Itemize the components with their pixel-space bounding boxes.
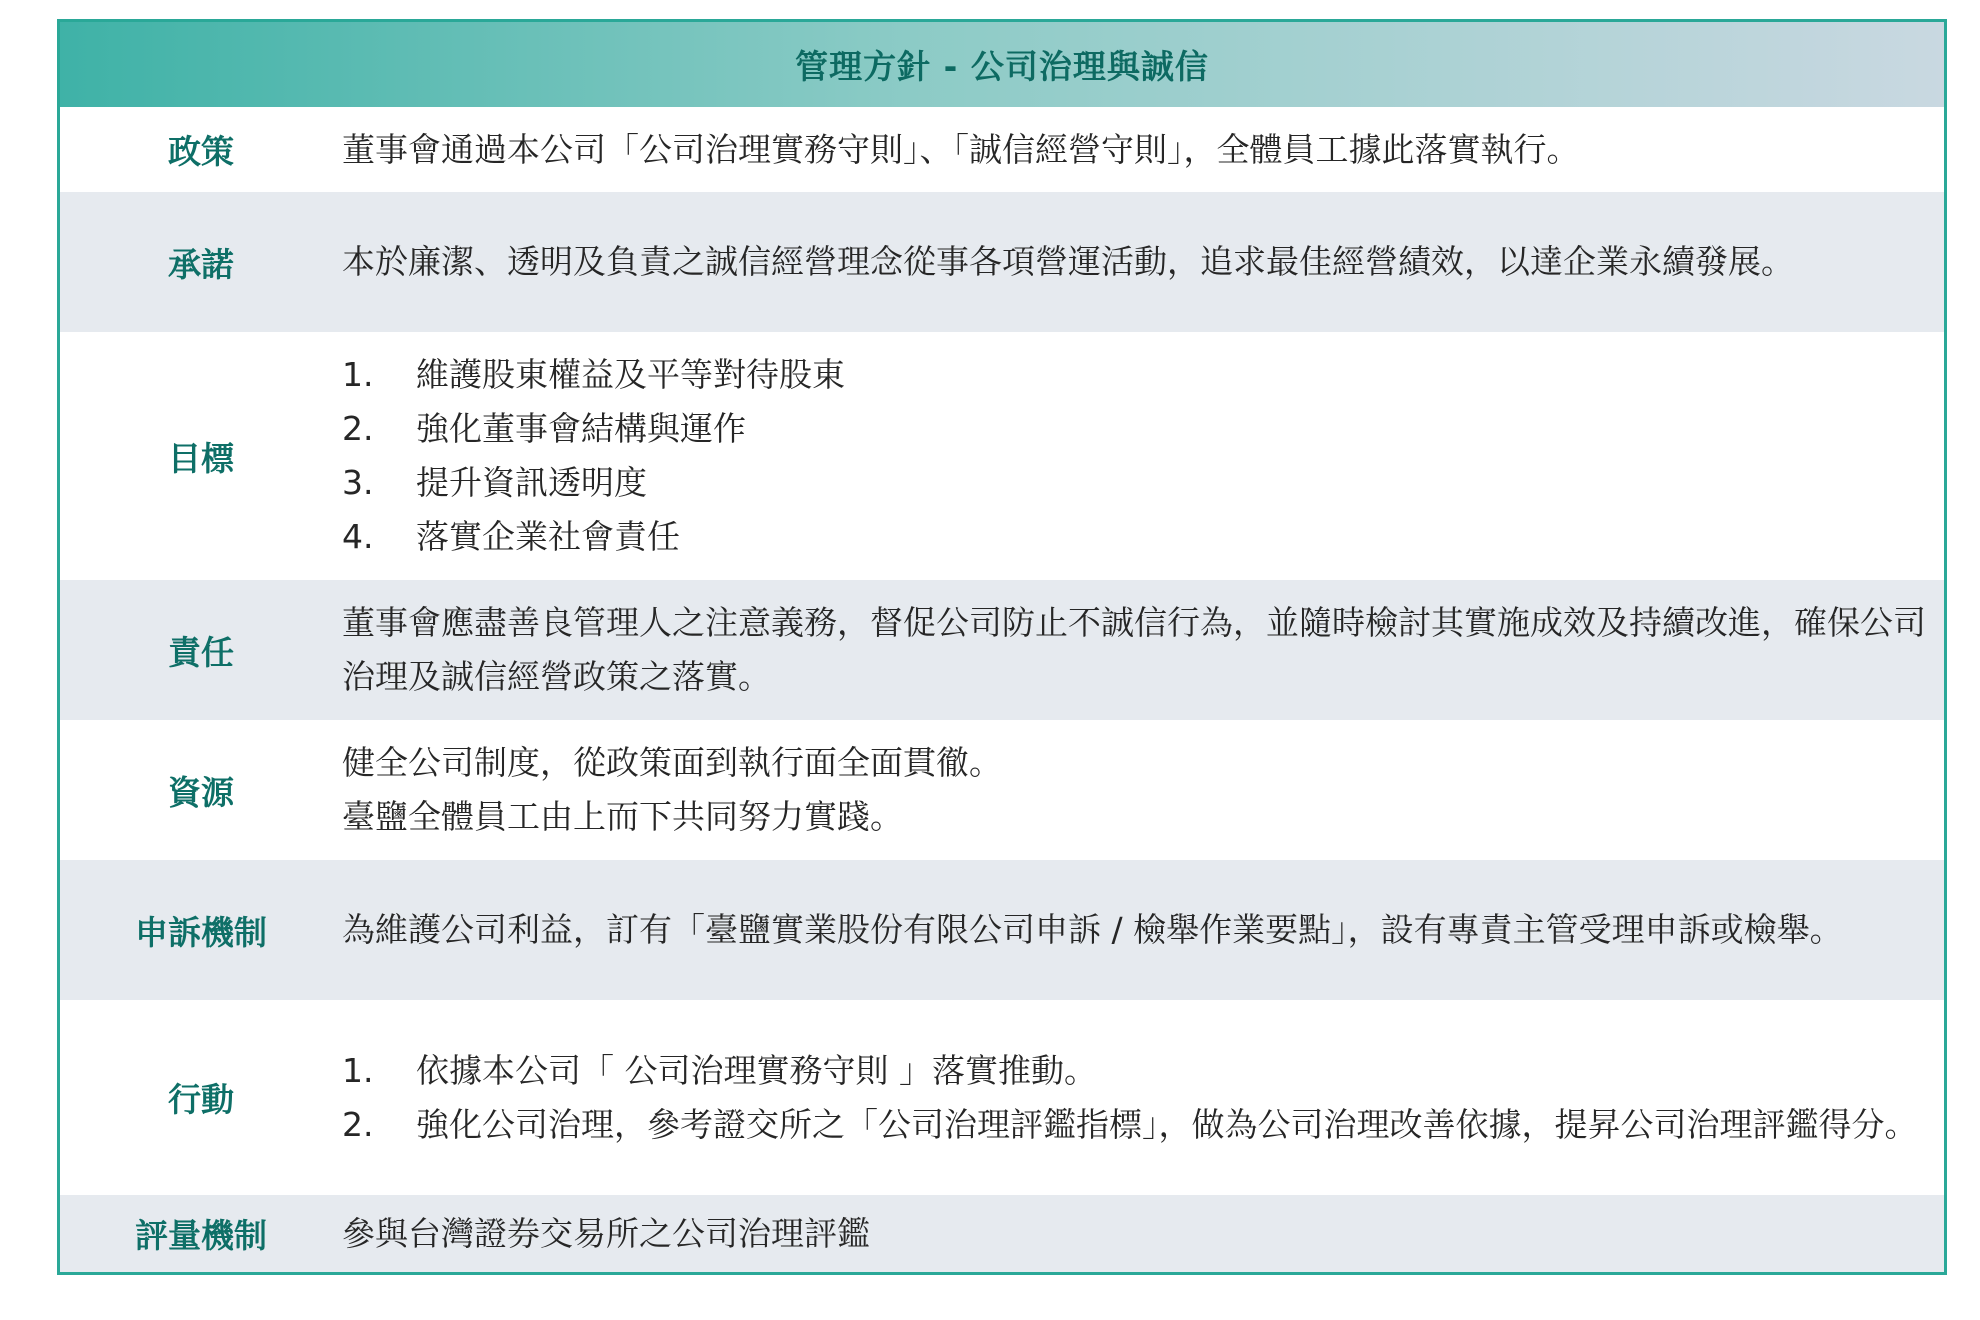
table-header <box>60 22 1944 107</box>
action-number: 2. <box>342 1104 374 1144</box>
row-label-policy: 政策 <box>168 132 234 171</box>
goal-text: 落實企業社會責任 <box>416 517 680 556</box>
goal-text: 提升資訊透明度 <box>416 463 647 502</box>
goal-number: 3. <box>342 463 374 502</box>
row-grievance <box>60 860 1944 1000</box>
row-label-responsibility: 責任 <box>168 632 234 672</box>
goal-text: 強化董事會結構與運作 <box>416 409 746 448</box>
evaluation-text: 參與台灣證券交易所之公司治理評鑑 <box>342 1213 870 1253</box>
row-goals <box>60 332 1944 580</box>
row-resources <box>60 720 1944 860</box>
row-content-evaluation <box>342 1195 1944 1272</box>
goal-number: 2. <box>342 409 374 448</box>
policy-text: 董事會通過本公司「公司治理實務守則」、「誠信經營守則」，全體員工據此落實執行。 <box>342 129 1580 169</box>
row-label-goals: 目標 <box>168 438 234 478</box>
row-content-grievance <box>342 860 1944 1000</box>
action-number: 1. <box>342 1050 374 1090</box>
management-policy-table <box>57 19 1947 1275</box>
row-content-policy <box>342 107 1944 192</box>
row-label-commitment: 承諾 <box>168 244 234 284</box>
row-label-evaluation: 評量機制 <box>135 1216 267 1255</box>
row-actions <box>60 1000 1944 1195</box>
goal-item <box>342 510 1934 564</box>
action-item <box>342 1044 1934 1098</box>
row-policy <box>60 107 1944 192</box>
commitment-text: 本於廉潔、透明及負責之誠信經營理念從事各項營運活動，追求最佳經營績效，以達企業永續發展。 <box>342 242 1794 281</box>
row-commitment <box>60 192 1944 332</box>
goal-number: 4. <box>342 517 374 556</box>
table-title: 管理方針 - 公司治理與誠信 <box>795 47 1209 86</box>
goal-text: 維護股東權益及平等對待股東 <box>416 355 845 394</box>
row-content-commitment <box>342 192 1944 332</box>
responsibility-text: 董事會應盡善良管理人之注意義務，督促公司防止不誠信行為，並隨時檢討其實施成效及持續改進，確保公司治理及誠信經營政策之落實。 <box>342 603 1926 696</box>
resources-line: 健全公司制度，從政策面到執行面全面貫徹。 <box>342 743 1002 782</box>
goal-number: 1. <box>342 355 374 394</box>
action-text: 強化公司治理，參考證交所之「公司治理評鑑指標」，做為公司治理改善依據，提昇公司治理評鑑得分。 <box>416 1104 1918 1144</box>
row-content-goals <box>342 332 1944 580</box>
row-content-responsibility <box>342 580 1944 720</box>
row-evaluation <box>60 1195 1944 1272</box>
row-content-resources <box>342 720 1944 860</box>
goal-item <box>342 348 1934 402</box>
resources-line: 臺鹽全體員工由上而下共同努力實踐。 <box>342 797 903 836</box>
row-content-actions <box>342 1000 1944 1195</box>
grievance-text: 為維護公司利益，訂有「臺鹽實業股份有限公司申訴 / 檢舉作業要點」，設有專責主管受理申訴或檢舉。 <box>342 910 1843 949</box>
action-item <box>342 1098 1934 1152</box>
goal-item <box>342 402 1934 456</box>
action-text: 依據本公司「 公司治理實務守則 」落實推動。 <box>416 1050 1097 1090</box>
row-responsibility <box>60 580 1944 720</box>
goal-item <box>342 456 1934 510</box>
row-label-resources: 資源 <box>168 772 234 812</box>
row-label-grievance: 申訴機制 <box>135 912 267 952</box>
row-label-actions: 行動 <box>168 1080 234 1119</box>
